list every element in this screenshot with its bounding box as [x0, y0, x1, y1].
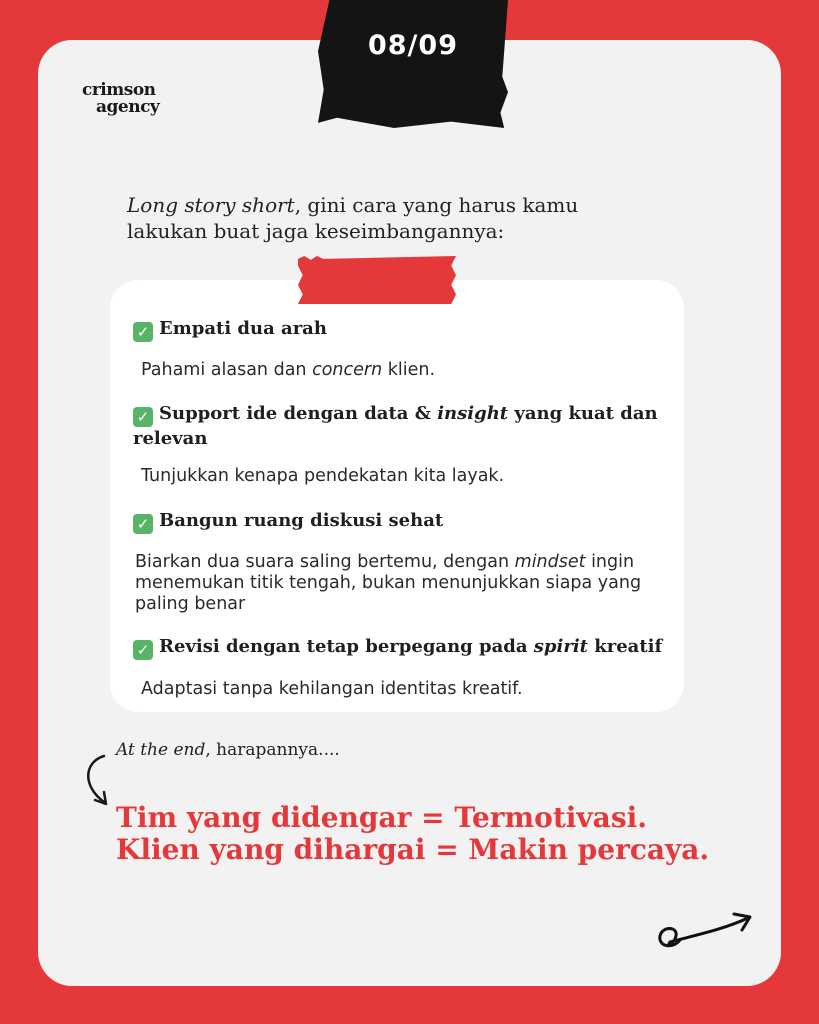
- punchline-2: Klien yang dihargai = Makin percaya.: [116, 833, 710, 866]
- tip-title-3: ✓ Bangun ruang diskusi sehat: [133, 509, 673, 534]
- check-mark-icon: ✓: [133, 640, 153, 660]
- red-tape-decoration: [298, 256, 456, 304]
- next-arrow-icon[interactable]: [652, 906, 756, 954]
- intro-line2: lakukan buat jaga keseimbangannya:: [127, 219, 505, 243]
- brand-line2: agency: [96, 97, 160, 117]
- tip-title-4: ✓ Revisi dengan tetap berpegang pada spirit kreatif: [133, 635, 673, 660]
- brand-logo: [82, 82, 182, 116]
- punchline-1: Tim yang didengar = Termotivasi.: [116, 801, 647, 834]
- intro-emphasis: Long story short: [127, 193, 295, 217]
- intro-text: [127, 192, 647, 244]
- ending-text: At the end, harapannya....: [116, 740, 340, 760]
- check-mark-icon: ✓: [133, 514, 153, 534]
- tip-desc-2: Tunjukkan kenapa pendekatan kita layak.: [141, 466, 505, 486]
- tip-title-1: ✓ Empati dua arah: [133, 317, 673, 342]
- page-number: 08/09: [367, 30, 458, 61]
- brand-line1: crimson: [82, 80, 156, 100]
- check-mark-icon: ✓: [133, 322, 153, 342]
- tip-desc-3: Biarkan dua suara saling bertemu, dengan mindset ingin menemukan titik tengah, bukan menunjukkan siapa yang paling benar: [135, 552, 642, 614]
- check-mark-icon: ✓: [133, 407, 153, 427]
- tip-desc-4: Adaptasi tanpa kehilangan identitas kreatif.: [141, 679, 523, 699]
- tip-title-2: ✓ Support ide dengan data & insight yang kuat dan relevan: [133, 403, 658, 449]
- tip-desc-1: Pahami alasan dan concern klien.: [141, 360, 436, 380]
- black-tape-decoration: [318, 0, 508, 128]
- intro-rest: , gini cara yang harus kamu: [294, 193, 579, 217]
